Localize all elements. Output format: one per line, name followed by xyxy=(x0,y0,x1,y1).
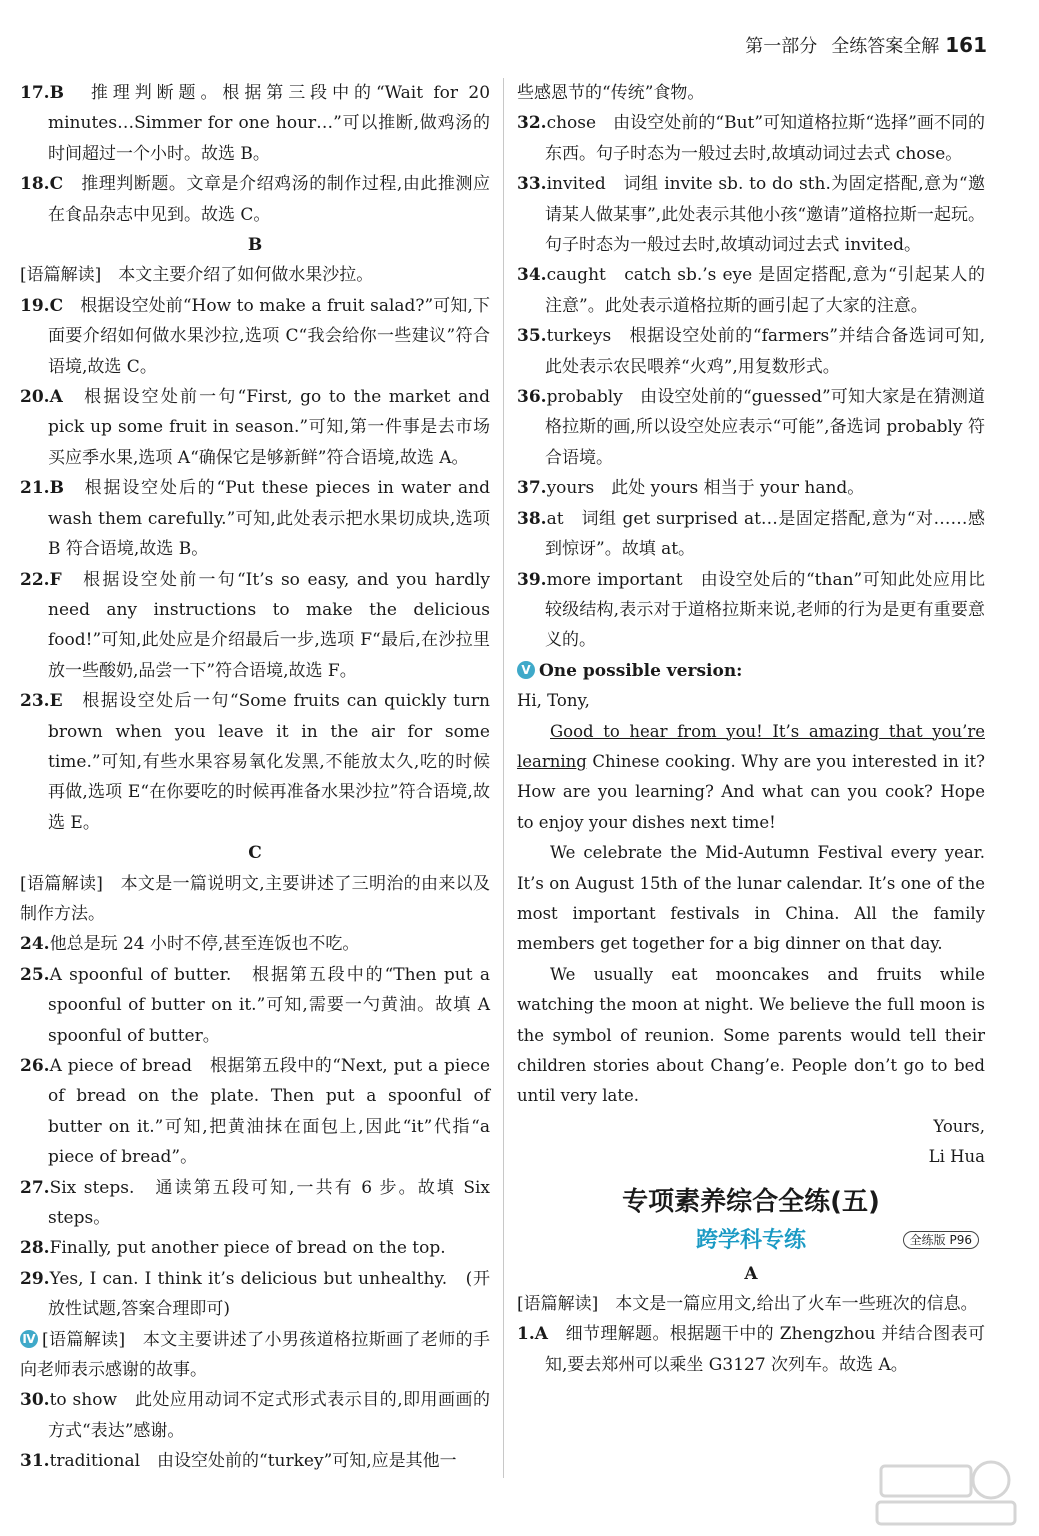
answer-key: probably xyxy=(546,387,623,408)
answer-number: 28. xyxy=(20,1238,50,1259)
answer-number: 22. xyxy=(20,569,50,590)
answer-number: 24. xyxy=(20,934,50,955)
answer-number: 34. xyxy=(517,265,547,286)
answer-key: A piece of bread xyxy=(49,1056,193,1076)
page-header xyxy=(745,30,987,62)
answer-key: invited xyxy=(546,174,606,195)
answer-number: 31. xyxy=(20,1451,50,1472)
answer-number: 37. xyxy=(517,478,547,499)
part5-badge-icon: Ⅴ xyxy=(517,661,535,679)
version-label: One possible version: xyxy=(539,660,743,681)
answer-key: yours xyxy=(546,478,595,499)
answer-explanation: 根据设空处后一句“Some fruits can quickly turn brown when you leave it in the air for some time.”可知,有些水果容易氧化发黑,不能放太久,吃的时候再做,选项 E“在你要吃的时候再准备水果沙拉”符合语境,故选 E。 xyxy=(48,691,490,833)
answer-key: Six steps. xyxy=(49,1177,135,1198)
answer-item xyxy=(20,1051,490,1173)
answer-explanation: 他总是玩 24 小时不停,甚至连饭也不吃。 xyxy=(49,934,360,955)
answer-item xyxy=(20,1173,490,1234)
answer-key: C xyxy=(49,295,64,316)
answer-item xyxy=(20,1446,490,1476)
answer-explanation: 根据设空处后的“Put these pieces in water and wash them carefully.”可知,此处表示把水果切成块,选项 B 符合语境,故选 B。 xyxy=(48,478,491,560)
answer-explanation: 由设空处前的“turkey”可知,应是其他一 xyxy=(157,1451,457,1472)
letter-p1-part-a: Good to hear from you! It’s amazing that you’re xyxy=(550,721,985,741)
column-divider xyxy=(503,78,504,1478)
letter-closing: Yours, xyxy=(933,1116,985,1136)
special-practice-title: 专项素养综合全练(五) xyxy=(622,1186,880,1217)
answer-item xyxy=(517,260,985,321)
part4-badge-icon: Ⅳ xyxy=(20,1330,38,1348)
answer-key: A spoonful of butter. xyxy=(49,964,232,985)
answer-explanation: 推理判断题。根据第三段中的“Wait for 20 minutes…Simmer for one hour…”可以推断,做鸡汤的时间超过一个小时。故选 B。 xyxy=(48,83,491,164)
answer-number: 21. xyxy=(20,478,50,499)
answer-key: F xyxy=(49,569,62,590)
answer-item xyxy=(20,960,490,1051)
analysis-b: [语篇解读] 本文主要介绍了如何做水果沙拉。 xyxy=(20,265,374,286)
answer-number: 35. xyxy=(517,326,547,347)
answer-item xyxy=(517,1319,985,1380)
answer-item xyxy=(517,108,985,169)
answer-item xyxy=(20,1385,490,1446)
answer-explanation: 根据设空处前的“farmers”并结合备选词可知,此处表示农民喂养“火鸡”,用复数形式。 xyxy=(545,326,986,377)
answer-key: caught xyxy=(546,265,606,286)
answer-explanation: 由设空处前的“guessed”可知大家是在猜测道格拉斯的画,所以设空处应表示“可能”,备选词 probably 符合语境。 xyxy=(545,387,986,468)
answer-explanation: 根据设空处前一句“It’s so easy, and you hardly need any instructions to make the delicious food!”可知,此处应是介绍最后一步,选项 F“最后,在沙拉里放一些酸奶,品尝一下”符合语境,故选 F。 xyxy=(48,569,491,681)
answer-item xyxy=(517,169,985,260)
answer-number: 30. xyxy=(20,1390,50,1411)
answer-explanation: 此处应用动词不定式形式表示目的,即用画画的方式“表达”感谢。 xyxy=(48,1390,491,1441)
analysis-c: [语篇解读] 本文是一篇说明文,主要讲述了三明治的由来以及制作方法。 xyxy=(20,873,490,924)
answer-number: 32. xyxy=(517,113,547,134)
answer-item xyxy=(20,78,490,169)
answer-key: Finally, put another piece of bread on the top. xyxy=(49,1238,446,1259)
answer-key: B xyxy=(49,83,64,103)
analysis-4-text: [语篇解读] 本文主要讲述了小男孩道格拉斯画了老师的手向老师表示感谢的故事。 xyxy=(20,1329,490,1381)
answer-item xyxy=(20,382,490,473)
answer-number: 27. xyxy=(20,1177,50,1198)
letter-paragraph-3: We usually eat mooncakes and fruits while watching the moon at night. We believe the full moon is the symbol of reunion. Some parents would tell their children stories about Chang’e. People don’t go to bed until very late. xyxy=(517,964,985,1106)
answer-item xyxy=(20,1233,490,1263)
answer-number: 33. xyxy=(517,174,547,195)
answer-item xyxy=(20,169,490,230)
header-section: 第一部分 xyxy=(745,36,818,57)
answer-explanation: 根据设空处前“How to make a fruit salad?”可知,下面要介绍如何做水果沙拉,选项 C“我会给你一些建议”符合语境,故选 C。 xyxy=(48,295,490,377)
answer-number: 19. xyxy=(20,295,50,316)
header-title: 全练答案全解 xyxy=(831,36,940,57)
page-reference-badge: 全练版 P96 xyxy=(903,1231,979,1249)
answer-explanation: 词组 get surprised at…是固定搭配,意为“对……感到惊讶”。故填 at。 xyxy=(545,508,985,560)
answer-number: 36. xyxy=(517,387,547,408)
answer-key: E xyxy=(49,691,63,712)
version-heading xyxy=(517,656,985,686)
answer-explanation: 词组 invite sb. to do sth.为固定搭配,意为“邀请某人做某事”,此处表示其他小孩“邀请”道格拉斯一起玩。句子时态为一般过去时,故填动词过去式 invited。 xyxy=(545,174,985,256)
answer-item xyxy=(517,382,985,473)
answer-key: turkeys xyxy=(546,326,612,347)
letter-paragraph-2: We celebrate the Mid-Autumn Festival every year. It’s on August 15th of the lunar calendar. It’s one of the most important festivals in China. All the family members get together for a big dinner on that day. xyxy=(517,843,985,954)
letter-greeting: Hi, Tony, xyxy=(517,691,590,711)
answer-number: 20. xyxy=(20,387,50,408)
answer-key: A xyxy=(49,387,63,408)
watermark-logo-icon xyxy=(871,1458,1021,1528)
answer-number: 18. xyxy=(20,174,50,195)
letter-p1-part-c: Chinese cooking. Why are you interested in it? How are you learning? And what can you cook? Hope to enjoy your dishes next time! xyxy=(517,751,985,832)
letter-paragraph-1 xyxy=(517,717,985,839)
answer-item xyxy=(20,686,490,838)
answer-number: 26. xyxy=(20,1056,50,1076)
page-number: 161 xyxy=(945,33,987,57)
answer-number: 38. xyxy=(517,508,547,529)
section-heading-c: C xyxy=(248,843,262,864)
answer-item xyxy=(517,504,985,565)
answer-number: 25. xyxy=(20,964,50,985)
answer-explanation: 根据第五段中的“Then put a spoonful of butter on it.”可知,需要一勺黄油。故填 A spoonful of butter。 xyxy=(48,964,491,1046)
answer-item xyxy=(20,291,490,382)
answer-key: traditional xyxy=(49,1451,141,1472)
answer-explanation: catch sb.’s eye 是固定搭配,意为“引起某人的注意”。此处表示道格拉斯的画引起了大家的注意。 xyxy=(545,265,985,316)
answer-explanation: 根据设空处前一句“First, go to the market and pick up some fruit in season.”可知,第一件事是去市场买应季水果,选项 A“确保它是够新鲜”符合语境,故选 A。 xyxy=(48,387,490,468)
answer-number: 23. xyxy=(20,691,50,712)
answer-explanation: 推理判断题。文章是介绍鸡汤的制作过程,由此推测应在食品杂志中见到。故选 C。 xyxy=(48,174,491,225)
right-column xyxy=(517,78,985,1380)
answer-explanation: 由设空处前的“But”可知道格拉斯“选择”画不同的东西。句子时态为一般过去时,故填动词过去式 chose。 xyxy=(545,113,986,164)
answer-key: chose xyxy=(546,113,597,134)
letter-p1-part-b: learning xyxy=(517,751,587,771)
answer-number: 1. xyxy=(517,1324,535,1345)
left-column xyxy=(20,78,490,1477)
answer-key: Yes, I can. I think it’s delicious but unhealthy. xyxy=(49,1268,448,1289)
answer-item xyxy=(20,929,490,959)
answer-number: 17. xyxy=(20,83,50,103)
section-heading-a: A xyxy=(744,1263,758,1284)
answer-item xyxy=(20,1264,490,1325)
letter-signature: Li Hua xyxy=(928,1147,985,1167)
answer-item xyxy=(517,565,985,656)
answer-explanation: 通读第五段可知,一共有 6 步。故填 Six steps。 xyxy=(48,1177,490,1229)
sample-letter xyxy=(517,686,985,1173)
section-heading-b: B xyxy=(247,235,263,256)
continuation-text: 些感恩节的“传统”食物。 xyxy=(517,83,705,103)
answer-explanation: 根据第五段中的“Next, put a piece of bread on the plate. Then put a spoonful of butter on it.”可知,把黄油抹在面包上,因此“it”代指“a piece of bread”。 xyxy=(48,1056,491,1168)
answer-explanation: (开放性试题,答案合理即可) xyxy=(48,1268,490,1320)
analysis-part4 xyxy=(20,1325,490,1386)
answer-item xyxy=(20,473,490,564)
answer-explanation: 由设空处后的“than”可知此处应用比较级结构,表示对于道格拉斯来说,老师的行为是更有重要意义的。 xyxy=(545,569,986,651)
answer-item xyxy=(517,321,985,382)
answer-explanation: 此处 yours 相当于 your hand。 xyxy=(611,478,865,499)
special-practice-subtitle: 跨学科专练 xyxy=(695,1227,806,1253)
answer-number: 39. xyxy=(517,569,547,590)
answer-explanation: 细节理解题。根据题干中的 Zhengzhou 并结合图表可知,要去郑州可以乘坐 G3127 次列车。故选 A。 xyxy=(545,1324,985,1375)
answer-key: more important xyxy=(546,569,683,590)
answer-item xyxy=(517,473,985,503)
answer-key: at xyxy=(546,508,564,529)
answer-key: B xyxy=(49,478,64,499)
answer-number: 29. xyxy=(20,1268,50,1289)
analysis-a: [语篇解读] 本文是一篇应用文,给出了火车一些班次的信息。 xyxy=(517,1294,978,1315)
answer-key: A xyxy=(534,1324,548,1345)
answer-key: to show xyxy=(49,1390,117,1411)
answer-item xyxy=(20,565,490,687)
subtitle-row xyxy=(517,1223,985,1259)
answer-key: C xyxy=(49,174,64,195)
